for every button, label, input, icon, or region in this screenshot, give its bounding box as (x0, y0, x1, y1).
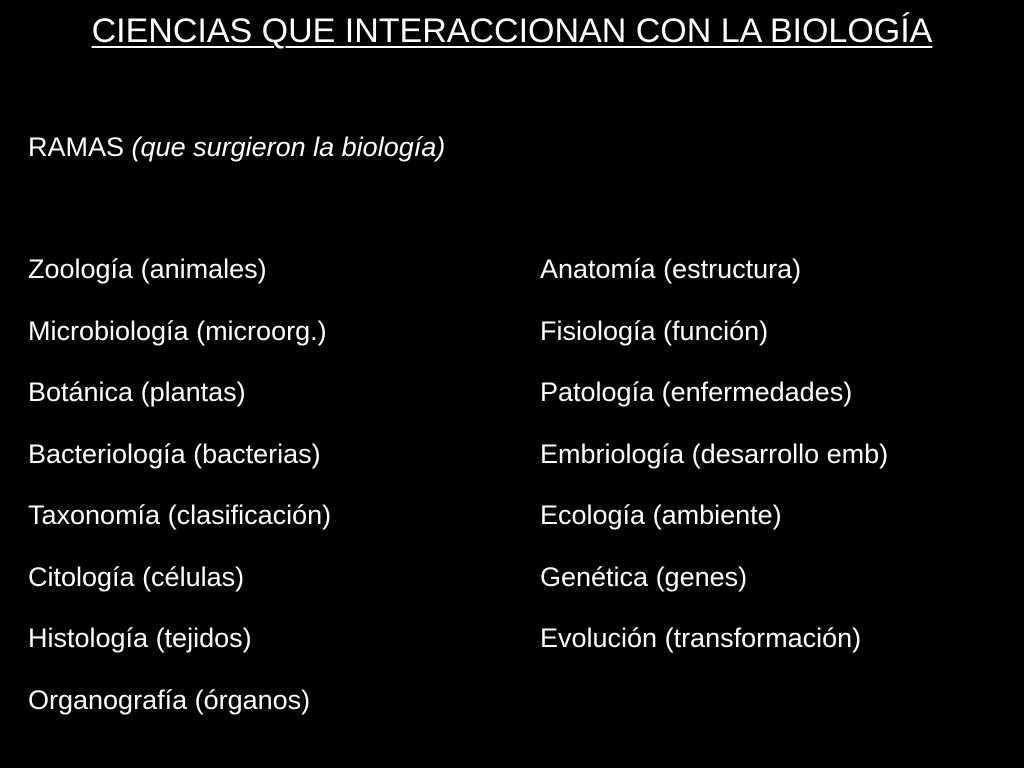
subtitle-note: (que surgieron la biología) (131, 132, 446, 162)
list-item: Citología (células) (28, 561, 245, 592)
list-item: Evolución (transformación) (540, 623, 862, 653)
list-item: Bacteriología (bacterias) (28, 438, 321, 469)
subtitle (28, 129, 445, 165)
slide-title: CIENCIAS QUE INTERACCIONAN CON LA BIOLOGÍA (91, 12, 933, 50)
list-item: Ecología (ambiente) (540, 500, 782, 530)
list-item: Fisiología (función) (540, 315, 769, 346)
subtitle-label: RAMAS (28, 132, 125, 162)
list-item: Embriología (desarrollo emb) (540, 438, 889, 469)
list-item: Anatomía (estructura) (540, 254, 802, 284)
list-item: Microbiología (microorg.) (28, 315, 327, 346)
list-item: Botánica (plantas) (28, 377, 246, 407)
list-item: Taxonomía (clasificación) (28, 500, 332, 530)
list-item: Patología (enfermedades) (540, 377, 853, 407)
list-item: Organografía (órganos) (28, 684, 311, 715)
right-branch-list (540, 251, 888, 682)
list-item: Genética (genes) (540, 561, 748, 592)
list-item: Histología (tejidos) (28, 623, 252, 653)
list-item: Zoología (animales) (28, 254, 267, 284)
left-branch-list (28, 251, 331, 743)
